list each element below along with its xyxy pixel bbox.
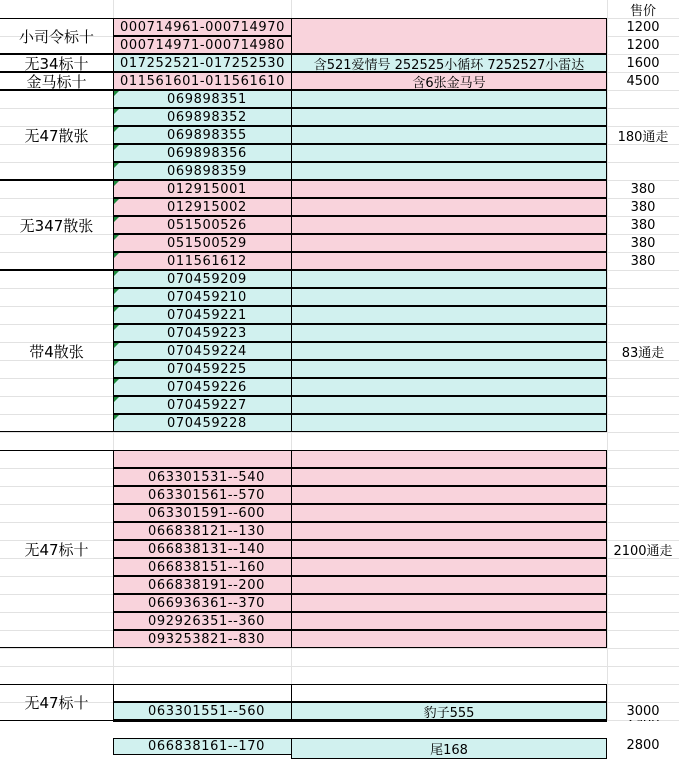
note-cell-text: 尾168: [430, 743, 468, 758]
serial-number-cell[interactable]: [113, 360, 291, 378]
serial-number-cell-text: 063301551--560: [148, 703, 266, 719]
number-format-warning-icon: [114, 397, 119, 402]
number-format-warning-icon: [114, 415, 119, 420]
category-cell-text: 无34标十: [24, 54, 89, 72]
note-cell[interactable]: [291, 702, 607, 720]
group-price-cell-text: 180通走: [617, 129, 669, 145]
number-format-warning-icon: [114, 289, 119, 294]
serial-number-cell[interactable]: [113, 594, 291, 612]
category-cell[interactable]: [0, 450, 113, 648]
note-cell[interactable]: [291, 18, 607, 54]
note-cell[interactable]: [291, 90, 607, 108]
number-format-warning-icon: [114, 307, 119, 312]
serial-number-cell[interactable]: [113, 738, 291, 755]
price-cell-text: 1200: [626, 37, 660, 53]
serial-number-cell[interactable]: [113, 396, 291, 414]
note-cell[interactable]: [291, 144, 607, 162]
note-cell[interactable]: [291, 504, 607, 522]
category-cell[interactable]: [0, 18, 113, 54]
serial-number-cell-text: [148, 720, 265, 722]
serial-number-cell[interactable]: [113, 216, 291, 234]
serial-number-cell[interactable]: [113, 108, 291, 126]
number-format-warning-icon: [114, 235, 119, 240]
group-price-cell[interactable]: [607, 450, 679, 648]
serial-number-cell[interactable]: [113, 126, 291, 144]
price-cell-text: 380: [630, 253, 656, 269]
price-cell-text: 1600: [626, 55, 660, 71]
serial-number-cell-text: 069898352: [167, 109, 247, 125]
note-cell[interactable]: [291, 450, 607, 468]
note-cell[interactable]: [291, 180, 607, 198]
note-cell[interactable]: [291, 738, 607, 759]
price-cell-text: 2800: [626, 738, 660, 753]
note-cell[interactable]: [291, 252, 607, 270]
serial-number-cell[interactable]: [113, 684, 291, 702]
serial-number-cell-text: 069898356: [167, 145, 247, 161]
category-cell-text: 带4散张: [29, 342, 84, 361]
serial-number-cell-text: 070459223: [167, 325, 247, 341]
note-cell[interactable]: [291, 270, 607, 288]
note-cell[interactable]: [291, 468, 607, 486]
price-cell-text: 3000: [626, 703, 660, 719]
number-format-warning-icon: [114, 127, 119, 132]
price-cell[interactable]: [607, 18, 679, 36]
note-cell[interactable]: [291, 360, 607, 378]
category-cell[interactable]: [0, 72, 113, 90]
note-cell[interactable]: [291, 558, 607, 576]
number-format-warning-icon: [114, 217, 119, 222]
note-cell[interactable]: [291, 540, 607, 558]
note-cell[interactable]: [291, 522, 607, 540]
serial-number-cell[interactable]: [113, 18, 291, 36]
number-format-warning-icon: [114, 271, 119, 276]
price-cell[interactable]: [607, 216, 679, 234]
serial-number-cell[interactable]: [113, 504, 291, 522]
category-cell-text: 无347散张: [19, 216, 94, 235]
serial-number-cell[interactable]: [113, 36, 291, 54]
note-cell[interactable]: [291, 378, 607, 396]
serial-number-cell[interactable]: [113, 720, 291, 722]
serial-number-cell[interactable]: [113, 450, 291, 468]
note-cell[interactable]: [291, 108, 607, 126]
serial-number-cell-text: 066838131--140: [148, 541, 266, 557]
serial-number-cell-text: 070459209: [167, 271, 247, 287]
serial-number-cell-text: 000714961-000714970: [120, 19, 285, 35]
serial-number-cell-text: 051500529: [167, 235, 247, 251]
number-format-warning-icon: [114, 163, 119, 168]
note-cell-text: [434, 720, 464, 722]
serial-number-cell[interactable]: [113, 324, 291, 342]
group-price-cell[interactable]: [607, 270, 679, 432]
category-cell[interactable]: [0, 270, 113, 432]
serial-number-cell-text: 066838121--130: [148, 523, 266, 539]
serial-number-cell-text: 070459227: [167, 397, 247, 413]
number-format-warning-icon: [114, 199, 119, 204]
note-cell[interactable]: [291, 54, 607, 72]
serial-number-cell[interactable]: [113, 342, 291, 360]
price-cell-text: 380: [630, 217, 656, 233]
note-cell[interactable]: [291, 198, 607, 216]
serial-number-cell-text: 070459210: [167, 289, 247, 305]
serial-number-cell[interactable]: [113, 522, 291, 540]
serial-number-cell[interactable]: [113, 612, 291, 630]
grid-line-horizontal: [0, 432, 679, 433]
serial-number-cell-text: 011561612: [167, 253, 247, 269]
number-format-warning-icon: [114, 253, 119, 258]
serial-number-cell-text: 012915002: [167, 199, 247, 215]
serial-number-cell[interactable]: [113, 72, 291, 90]
price-cell-text: 380: [630, 181, 656, 197]
number-format-warning-icon: [114, 361, 119, 366]
group-price-cell-text: 2100通走: [613, 543, 673, 559]
category-cell-text: 无47标十: [24, 694, 89, 712]
serial-number-cell-text: 069898359: [167, 163, 247, 179]
number-format-warning-icon: [114, 145, 119, 150]
price-cell[interactable]: [607, 54, 679, 72]
serial-number-cell[interactable]: [113, 630, 291, 648]
price-cell[interactable]: [607, 198, 679, 216]
price-cell[interactable]: [607, 252, 679, 270]
note-cell[interactable]: [291, 396, 607, 414]
note-cell[interactable]: [291, 612, 607, 630]
serial-number-cell-text: 063301591--600: [148, 505, 266, 521]
price-cell[interactable]: [607, 72, 679, 90]
grid-line-horizontal: [0, 648, 679, 649]
serial-number-cell-text: 070459221: [167, 307, 247, 323]
note-cell[interactable]: [291, 486, 607, 504]
serial-number-cell[interactable]: [113, 306, 291, 324]
serial-number-cell[interactable]: [113, 180, 291, 198]
serial-number-cell-text: 066936361--370: [148, 595, 266, 611]
serial-number-cell-text: 063301531--540: [148, 469, 266, 485]
grid-line-horizontal: [0, 666, 679, 667]
serial-number-cell-text: 092926351--360: [148, 613, 266, 629]
note-cell[interactable]: [291, 720, 607, 722]
serial-number-cell-text: 070459228: [167, 415, 247, 431]
serial-number-cell[interactable]: [113, 414, 291, 432]
serial-number-cell[interactable]: [113, 486, 291, 504]
serial-number-cell-text: 070459224: [167, 343, 247, 359]
category-cell[interactable]: [0, 684, 113, 721]
serial-number-cell-text: 070459226: [167, 379, 247, 395]
note-cell[interactable]: [291, 342, 607, 360]
serial-number-cell[interactable]: [113, 54, 291, 72]
serial-number-cell[interactable]: [113, 576, 291, 594]
price-cell[interactable]: [607, 180, 679, 198]
serial-number-cell-text: 069898351: [167, 91, 247, 107]
group-price-cell[interactable]: [607, 90, 679, 180]
category-cell-text: 小司令标十: [18, 27, 94, 46]
note-cell[interactable]: [291, 288, 607, 306]
serial-number-cell-text: 066838161--170: [148, 739, 266, 754]
note-cell[interactable]: [291, 684, 607, 702]
note-cell[interactable]: [291, 594, 607, 612]
category-cell-text: 金马标十: [26, 72, 87, 90]
category-cell[interactable]: [0, 180, 113, 270]
serial-number-cell[interactable]: [113, 468, 291, 486]
note-cell-text: 豹子555: [423, 705, 475, 720]
price-cell[interactable]: [607, 738, 679, 753]
serial-number-cell[interactable]: [113, 252, 291, 270]
serial-number-cell-text: 069898355: [167, 127, 247, 143]
serial-number-cell[interactable]: [113, 558, 291, 576]
serial-number-cell-text: 070459225: [167, 361, 247, 377]
price-cell-text: 380: [630, 199, 656, 215]
price-cell-text: 380: [630, 235, 656, 251]
note-cell[interactable]: [291, 306, 607, 324]
serial-number-cell-text: 066838191--200: [148, 577, 266, 593]
category-cell-text: 无47标十: [24, 540, 89, 559]
note-cell[interactable]: [291, 216, 607, 234]
note-cell[interactable]: [291, 72, 607, 90]
note-cell-text: 含6张金马号: [412, 75, 486, 90]
serial-number-cell[interactable]: [113, 288, 291, 306]
price-cell[interactable]: [607, 234, 679, 252]
serial-number-cell-text: 063301561--570: [148, 487, 266, 503]
note-cell[interactable]: [291, 162, 607, 180]
category-cell[interactable]: [0, 90, 113, 180]
serial-number-cell-text: 011561601-011561610: [120, 73, 285, 89]
serial-number-cell-text: 012915001: [167, 181, 247, 197]
note-cell[interactable]: [291, 414, 607, 432]
price-cell-text: 4500: [626, 73, 660, 89]
serial-number-cell[interactable]: [113, 270, 291, 288]
category-cell-text: 无47散张: [24, 126, 89, 145]
category-cell[interactable]: [0, 54, 113, 72]
number-format-warning-icon: [114, 91, 119, 96]
price-column-header-text: 售价: [629, 3, 656, 18]
serial-number-cell-text: 017252521-017252530: [120, 55, 285, 71]
serial-number-cell-text: 051500526: [167, 217, 247, 233]
price-cell-text: 1200: [626, 19, 660, 35]
number-format-warning-icon: [114, 379, 119, 384]
note-cell[interactable]: [291, 234, 607, 252]
number-format-warning-icon: [114, 181, 119, 186]
note-cell[interactable]: [291, 576, 607, 594]
price-cell[interactable]: [607, 36, 679, 54]
note-cell[interactable]: [291, 630, 607, 648]
number-format-warning-icon: [114, 109, 119, 114]
serial-number-cell-text: 093253821--830: [148, 631, 266, 647]
serial-number-cell[interactable]: [113, 198, 291, 216]
serial-number-cell-text: 066838151--160: [148, 559, 266, 575]
price-column-header[interactable]: [607, 0, 679, 18]
note-cell-text: 含521爱情号 252525小循环 7252527小雷达: [313, 57, 585, 72]
note-cell[interactable]: [291, 324, 607, 342]
number-format-warning-icon: [114, 325, 119, 330]
group-price-cell-text: 83通走: [621, 345, 665, 361]
note-cell[interactable]: [291, 126, 607, 144]
serial-number-cell[interactable]: [113, 90, 291, 108]
serial-number-cell[interactable]: [113, 162, 291, 180]
price-cell[interactable]: [607, 702, 679, 720]
serial-number-cell[interactable]: [113, 234, 291, 252]
serial-number-cell[interactable]: [113, 144, 291, 162]
serial-number-cell-text: 000714971-000714980: [120, 37, 285, 53]
serial-number-cell[interactable]: [113, 378, 291, 396]
number-format-warning-icon: [114, 343, 119, 348]
serial-number-cell[interactable]: [113, 540, 291, 558]
serial-number-cell[interactable]: [113, 702, 291, 720]
